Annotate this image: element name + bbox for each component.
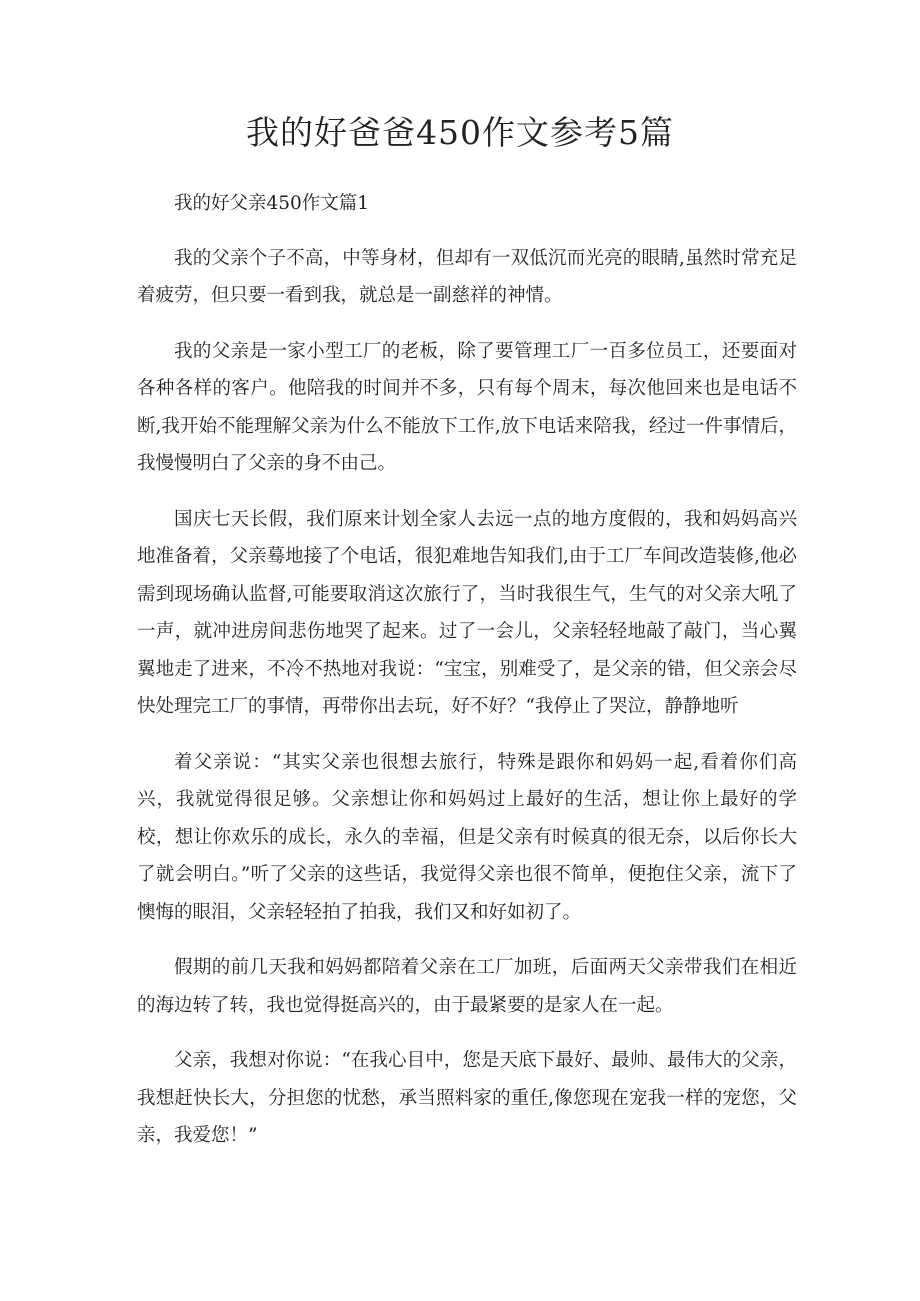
paragraph: 国庆七天长假，我们原来计划全家人去远一点的地方度假的，我和妈妈高兴地准备着，父亲蓦地接了个电话，很犯难地告知我们,由于工厂车间改造装修,他必需到现场确认监督,可能要取消这次旅行了，当时我很生气，生气的对父亲大吼了一声，就冲进房间悲伤地哭了起来。过了一会儿，父亲轻轻地敲了敲门，当心翼翼地走了进来，不冷不热地对我说：“宝宝，别难受了，是父亲的错，但父亲会尽快处理完工厂的事情，再带你出去玩，好不好？“我停止了哭泣，静静地听 [137,508,797,717]
paragraph: 假期的前几天我和妈妈都陪着父亲在工厂加班，后面两天父亲带我们在相近的海边转了转，我也觉得挺高兴的，由于最紧要的是家人在一起。 [137,957,797,1016]
paragraph: 父亲，我想对你说：“在我心目中，您是天底下最好、最帅、最伟大的父亲，我想赶快长大，分担您的忧愁，承当照料家的重任,像您现在宠我一样的宠您，父亲，我爱您！” [137,1050,797,1146]
document-body [137,185,797,1173]
paragraph: 我的父亲是一家小型工厂的老板，除了要管理工厂一百多位员工，还要面对各种各样的客户。他陪我的时间并不多，只有每个周末，每次他回来也是电话不断,我开始不能理解父亲为什么不能放下工作,放下电话来陪我，经过一件事情后，我慢慢明白了父亲的身不由己。 [137,340,797,474]
paragraph: 着父亲说：“其实父亲也很想去旅行，特殊是跟你和妈妈一起,看着你们高兴，我就觉得很足够。父亲想让你和妈妈过上最好的生活，想让你上最好的学校，想让你欢乐的成长，永久的幸福，但是父亲有时候真的很无奈，以后你长大了就会明白。”听了父亲的这些话，我觉得父亲也很不简单，便抱住父亲，流下了懊悔的眼泪，父亲轻轻拍了拍我，我们又和好如初了。 [137,751,797,923]
section-heading: 我的好父亲450作文篇1 [174,193,370,214]
document-title: 我的好爸爸450作文参考5篇 [246,113,674,152]
paragraph: 我的父亲个子不高，中等身材，但却有一双低沉而光亮的眼睛,虽然时常充足着疲劳，但只要一看到我，就总是一副慈祥的神情。 [137,247,797,306]
